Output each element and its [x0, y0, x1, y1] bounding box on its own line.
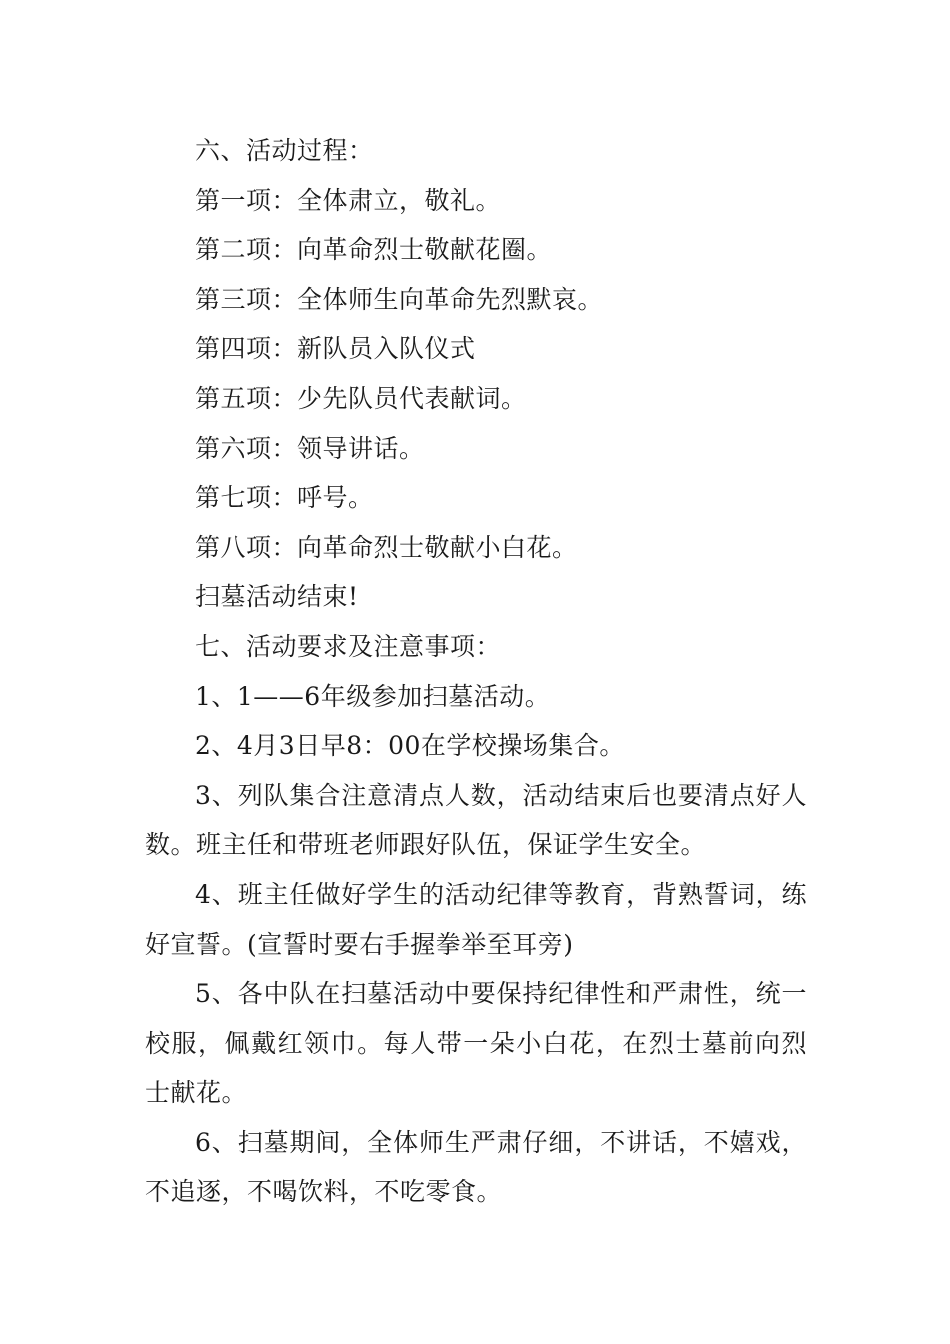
document-body — [145, 126, 807, 1217]
step-6: 第六项：领导讲话。 — [195, 433, 425, 463]
activity-end-line: 扫墓活动结束! — [195, 582, 359, 612]
requirement-4: 4、班主任做好学生的活动纪律等教育，背熟誓词，练好宣誓。(宣誓时要右手握拳举至耳旁) — [145, 879, 807, 959]
section-heading-activity-process: 六、活动过程： — [195, 136, 374, 165]
step-8: 第八项：向革命烈士敬献小白花。 — [195, 532, 578, 562]
requirement-3: 3、列队集合注意清点人数，活动结束后也要清点好人数。班主任和带班老师跟好队伍，保证学生安全。 — [145, 780, 807, 860]
step-3: 第三项：全体师生向革命先烈默哀。 — [195, 284, 604, 314]
step-1: 第一项：全体肃立，敬礼。 — [195, 185, 502, 215]
requirement-2: 2、4月3日早8：00在学校操场集合。 — [195, 731, 625, 761]
step-7: 第七项：呼号。 — [195, 483, 374, 513]
section-heading-requirements: 七、活动要求及注意事项： — [195, 631, 502, 661]
step-2: 第二项：向革命烈士敬献花圈。 — [195, 235, 553, 265]
step-4: 第四项：新队员入队仪式 — [195, 334, 476, 364]
requirement-1: 1、1——6年级参加扫墓活动。 — [195, 681, 551, 711]
requirement-6: 6、扫墓期间，全体师生严肃仔细，不讲话，不嬉戏，不追逐，不喝饮料，不吃零食。 — [145, 1127, 807, 1207]
requirement-5: 5、各中队在扫墓活动中要保持纪律性和严肃性，统一校服，佩戴红领巾。每人带一朵小白花，在烈士墓前向烈士献花。 — [145, 979, 807, 1108]
step-5: 第五项：少先队员代表献词。 — [195, 383, 527, 413]
